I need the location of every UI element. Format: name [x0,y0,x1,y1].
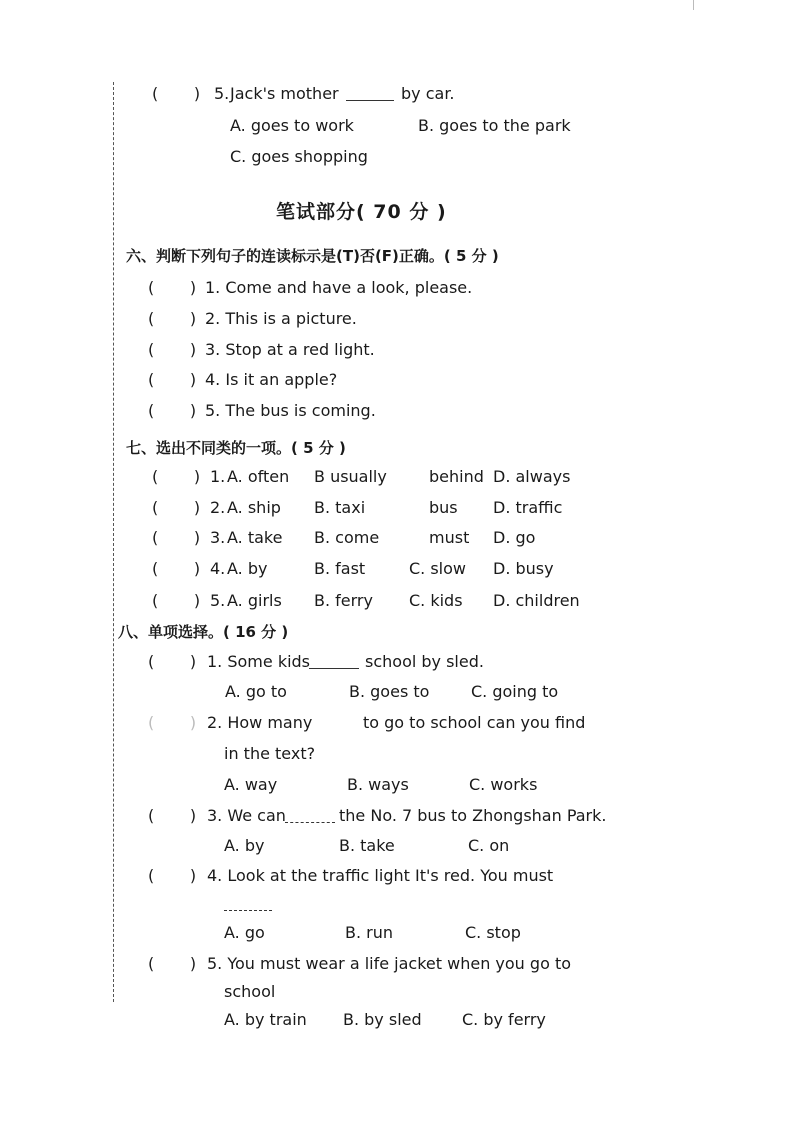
fill-blank[interactable] [285,822,335,823]
option-b: B. taxi [314,498,366,517]
item-number: 5. [210,591,226,610]
option-a: A. goes to work [230,116,354,135]
option-a: A. go to [225,682,287,701]
option-c: C. works [469,775,538,794]
item-number: 3. [210,528,226,547]
option-d: D. go [493,528,536,547]
fill-blank[interactable] [224,910,272,911]
question-stem-line2: in the text? [224,744,316,763]
option-c: C. stop [465,923,521,942]
answer-paren[interactable]: ( ) [152,84,201,103]
statement-2: 2. This is a picture. [205,309,357,328]
option-b: B. ways [347,775,409,794]
item-number: 1. [210,467,226,486]
option-b: B. goes to the park [418,116,571,135]
question-stem-line2: school [224,982,276,1001]
option-c: behind [429,467,484,486]
section6-heading: 六、判断下列句子的连读标示是(T)否(F)正确。( 5 分 ) [126,247,499,265]
option-c: C. slow [409,559,466,578]
question-stem-end: school by sled. [365,652,484,671]
question-stem: 5. You must wear a life jacket when you go to [207,954,571,973]
answer-paren[interactable]: ( ) [152,591,201,610]
question-stem: 4. Look at the traffic light It's red. You must [207,866,554,885]
option-b: B. fast [314,559,366,578]
option-b: B. ferry [314,591,373,610]
answer-paren[interactable]: ( ) [152,528,201,547]
fill-blank[interactable] [346,100,394,101]
section8-heading: 八、单项选择。( 16 分 ) [118,623,289,641]
question-stem: 3. We can [207,806,286,825]
statement-4: 4. Is it an apple? [205,370,338,389]
answer-paren[interactable]: ( ) [152,559,201,578]
question-stem-end: the No. 7 bus to Zhongshan Park. [339,806,607,825]
answer-paren[interactable]: ( ) [152,498,201,517]
question-stem: Jack's mother [230,84,339,103]
option-a: A. way [224,775,278,794]
answer-paren[interactable]: ( ) [148,340,197,359]
answer-paren[interactable]: ( ) [148,401,197,420]
option-a: A. by train [224,1010,307,1029]
option-c: C. by ferry [462,1010,546,1029]
item-number: 4. [210,559,226,578]
option-a: A. girls [227,591,282,610]
written-part-title: 笔试部分( 70 分 ) [276,201,447,223]
question-stem: 1. Some kids [207,652,311,671]
option-c: bus [429,498,458,517]
statement-3: 3. Stop at a red light. [205,340,375,359]
option-d: D. children [493,591,580,610]
fill-blank[interactable] [309,668,359,669]
statement-5: 5. The bus is coming. [205,401,376,420]
answer-paren[interactable]: ( ) [152,467,201,486]
section7-heading: 七、选出不同类的一项。( 5 分 ) [126,439,346,457]
answer-paren[interactable]: ( ) [148,713,197,732]
option-b: B. take [339,836,395,855]
option-d: D. always [493,467,571,486]
scan-mark [693,0,694,10]
question-number: 5. [214,84,230,103]
answer-paren[interactable]: ( ) [148,309,197,328]
answer-paren[interactable]: ( ) [148,954,197,973]
option-b: B. come [314,528,380,547]
option-a: A. by [224,836,265,855]
answer-paren[interactable]: ( ) [148,370,197,389]
answer-paren[interactable]: ( ) [148,806,197,825]
option-a: A. by [227,559,268,578]
option-a: A. take [227,528,283,547]
option-b: B. goes to [349,682,430,701]
question-stem-end: by car. [401,84,455,103]
option-c: C. goes shopping [230,147,368,166]
question-stem: 2. How many [207,713,313,732]
answer-paren[interactable]: ( ) [148,652,197,671]
binding-margin-line [113,82,114,1002]
option-d: D. busy [493,559,554,578]
option-c: C. on [468,836,510,855]
answer-paren[interactable]: ( ) [148,866,197,885]
option-c: C. going to [471,682,559,701]
option-c: C. kids [409,591,463,610]
option-b: B. by sled [343,1010,422,1029]
item-number: 2. [210,498,226,517]
option-b: B. run [345,923,394,942]
question-stem-end: to go to school can you find [363,713,586,732]
option-b: B usually [314,467,387,486]
answer-paren[interactable]: ( ) [148,278,197,297]
option-a: A. often [227,467,290,486]
statement-1: 1. Come and have a look, please. [205,278,473,297]
option-a: A. go [224,923,265,942]
option-c: must [429,528,470,547]
option-d: D. traffic [493,498,563,517]
option-a: A. ship [227,498,281,517]
